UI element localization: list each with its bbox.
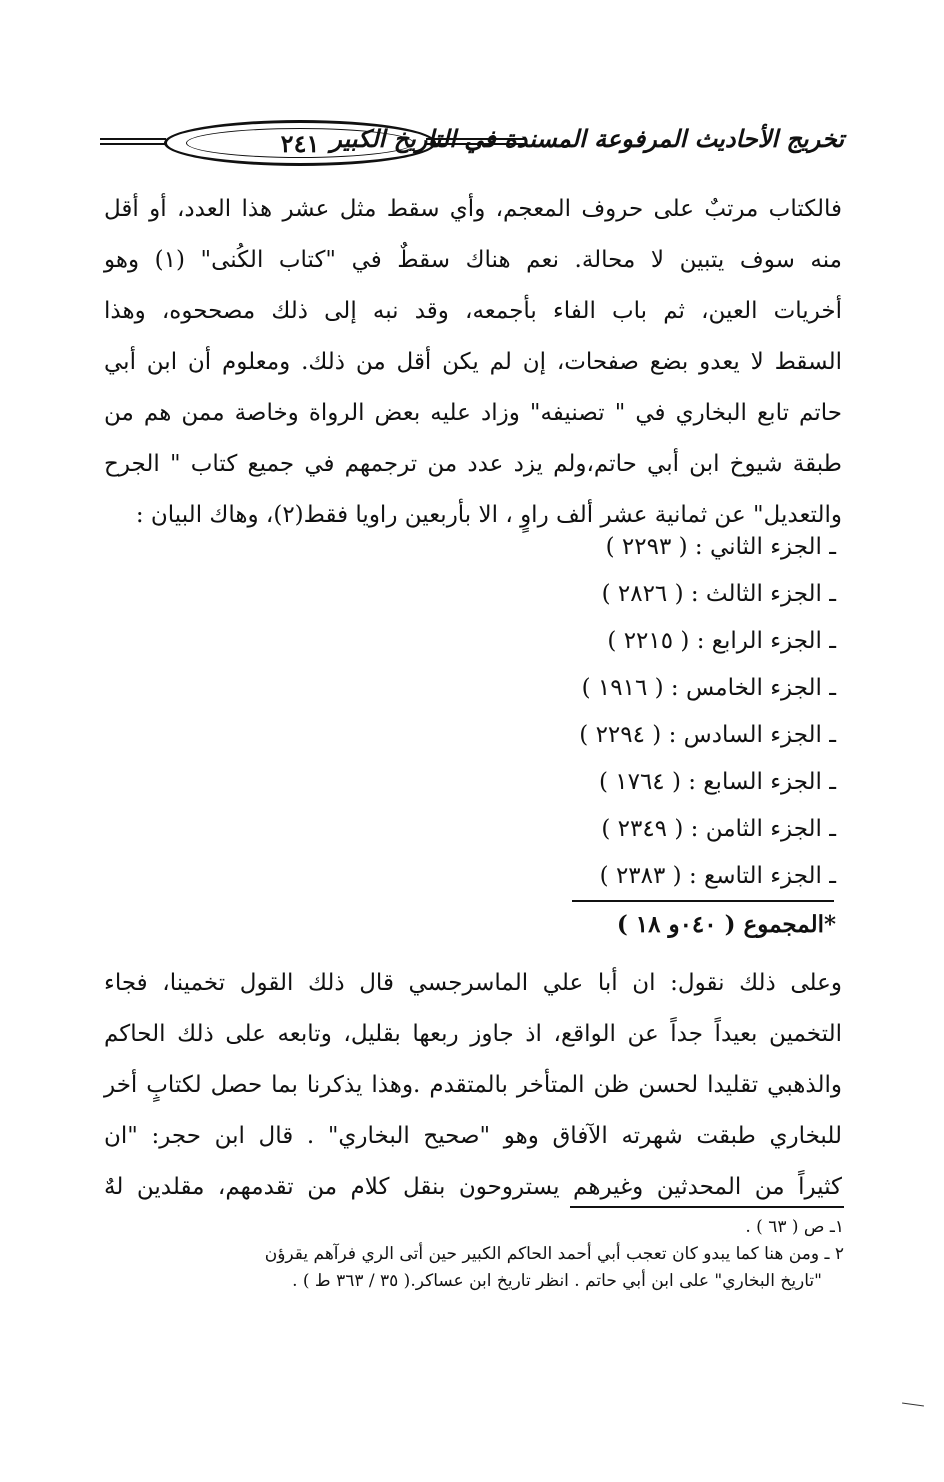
text-line: طبقة شيوخ ابن أبي حاتم،ولم يزد عدد من ترجمهم في جميع كتاب " الجرح [104, 451, 842, 477]
list-item: ـ الجزء الثاني : ( ٢٢٩٣ ) [605, 534, 836, 560]
list-item: ـ الجزء السادس : ( ٢٢٩٤ ) [579, 722, 836, 748]
volume-count-list [536, 524, 836, 948]
page-header [100, 118, 844, 170]
footnote-separator [570, 1206, 844, 1208]
text-line: كثيراً من المحدثين وغيرهم يستروحون بنقل كلام من تقدمهم، مقلدين لهٌ [104, 1174, 842, 1200]
text-line: فالكتاب مرتبٌ على حروف المعجم، وأي سقط مثل عشر هذا العدد، أو أقل [104, 196, 842, 222]
text-line: وعلى ذلك نقول: ان أبا علي الماسرجسي قال ذلك القول تخمينا، فجاء [104, 970, 842, 996]
scan-mark [902, 1402, 924, 1406]
text-line: أخريات العين، ثم باب الفاء بأجمعه، وقد نبه إلى ذلك مصححوه، وهذا [104, 298, 842, 324]
list-item: ـ الجزء التاسع : ( ٢٣٨٣ ) [599, 863, 836, 889]
text-line: السقط لا يعدو بضع صفحات، إن لم يكن أقل من ذلك. ومعلوم أن ابن أبي [104, 349, 842, 375]
footnote-1: ١ـ ص ( ٦٣ ) . [745, 1217, 844, 1237]
text-line: والذهبي تقليدا لحسن ظن المتأخر بالمتقدم .وهذا يذكرنا بما حصل لكتابٍ أخر [104, 1072, 842, 1098]
footnote-2: ٢ ـ ومن هنا كما يبدو كان تعجب أبي أحمد الحاكم الكبير حين أتى الري فرآهم يقرؤن [264, 1244, 844, 1264]
list-item: ـ الجزء الثالث : ( ٢٨٢٦ ) [601, 581, 836, 607]
paragraph-intro [104, 184, 842, 541]
text-line: التخمين بعيداً جداً عن الواقع، اذ جاوز ربعها بقليل، وتابعه على ذلك الحاكم [104, 1021, 842, 1047]
running-title: تخريج الأحاديث المرفوعة المسندة في التاريخ الكبير [330, 124, 844, 153]
header-rule-left [100, 138, 166, 145]
text-line: منه سوف يتبين لا محالة. نعم هناك سقطٌ في "كتاب الكُنى" (١) وهو [104, 247, 842, 273]
list-item: ـ الجزء الثامن : ( ٢٣٤٩ ) [601, 816, 836, 842]
footnotes [104, 1214, 844, 1295]
list-item: ـ الجزء السابع : ( ١٧٦٤ ) [598, 769, 836, 795]
paragraph-conclusion [104, 958, 842, 1213]
page-number: ٢٤١ [186, 128, 414, 158]
total-line: *المجموع ( ٠٤٠و ١٨ ) [616, 911, 836, 938]
footnote-2-continued: "تاريخ البخاري" على ابن أبي حاتم . انظر تاريخ ابن عساكر.( ٣٥ / ٣٦٣ ط ) . [292, 1271, 822, 1291]
list-item: ـ الجزء الخامس : ( ١٩١٦ ) [581, 675, 836, 701]
list-item: ـ الجزء الرابع : ( ٢٢١٥ ) [607, 628, 836, 654]
text-line: حاتم تابع البخاري في " تصنيفه" وزاد عليه بعض الرواة وخاصة ممن هم من [104, 400, 842, 426]
text-line: والتعديل" عن ثمانية عشر ألف راوٍ ، الا بأربعين راويا فقط(٢)، وهاك البيان : [135, 502, 842, 528]
text-line: للبخاري طبقت شهرته الآفاق وهو "صحيح البخاري" . قال ابن حجر: "ان [104, 1123, 842, 1149]
